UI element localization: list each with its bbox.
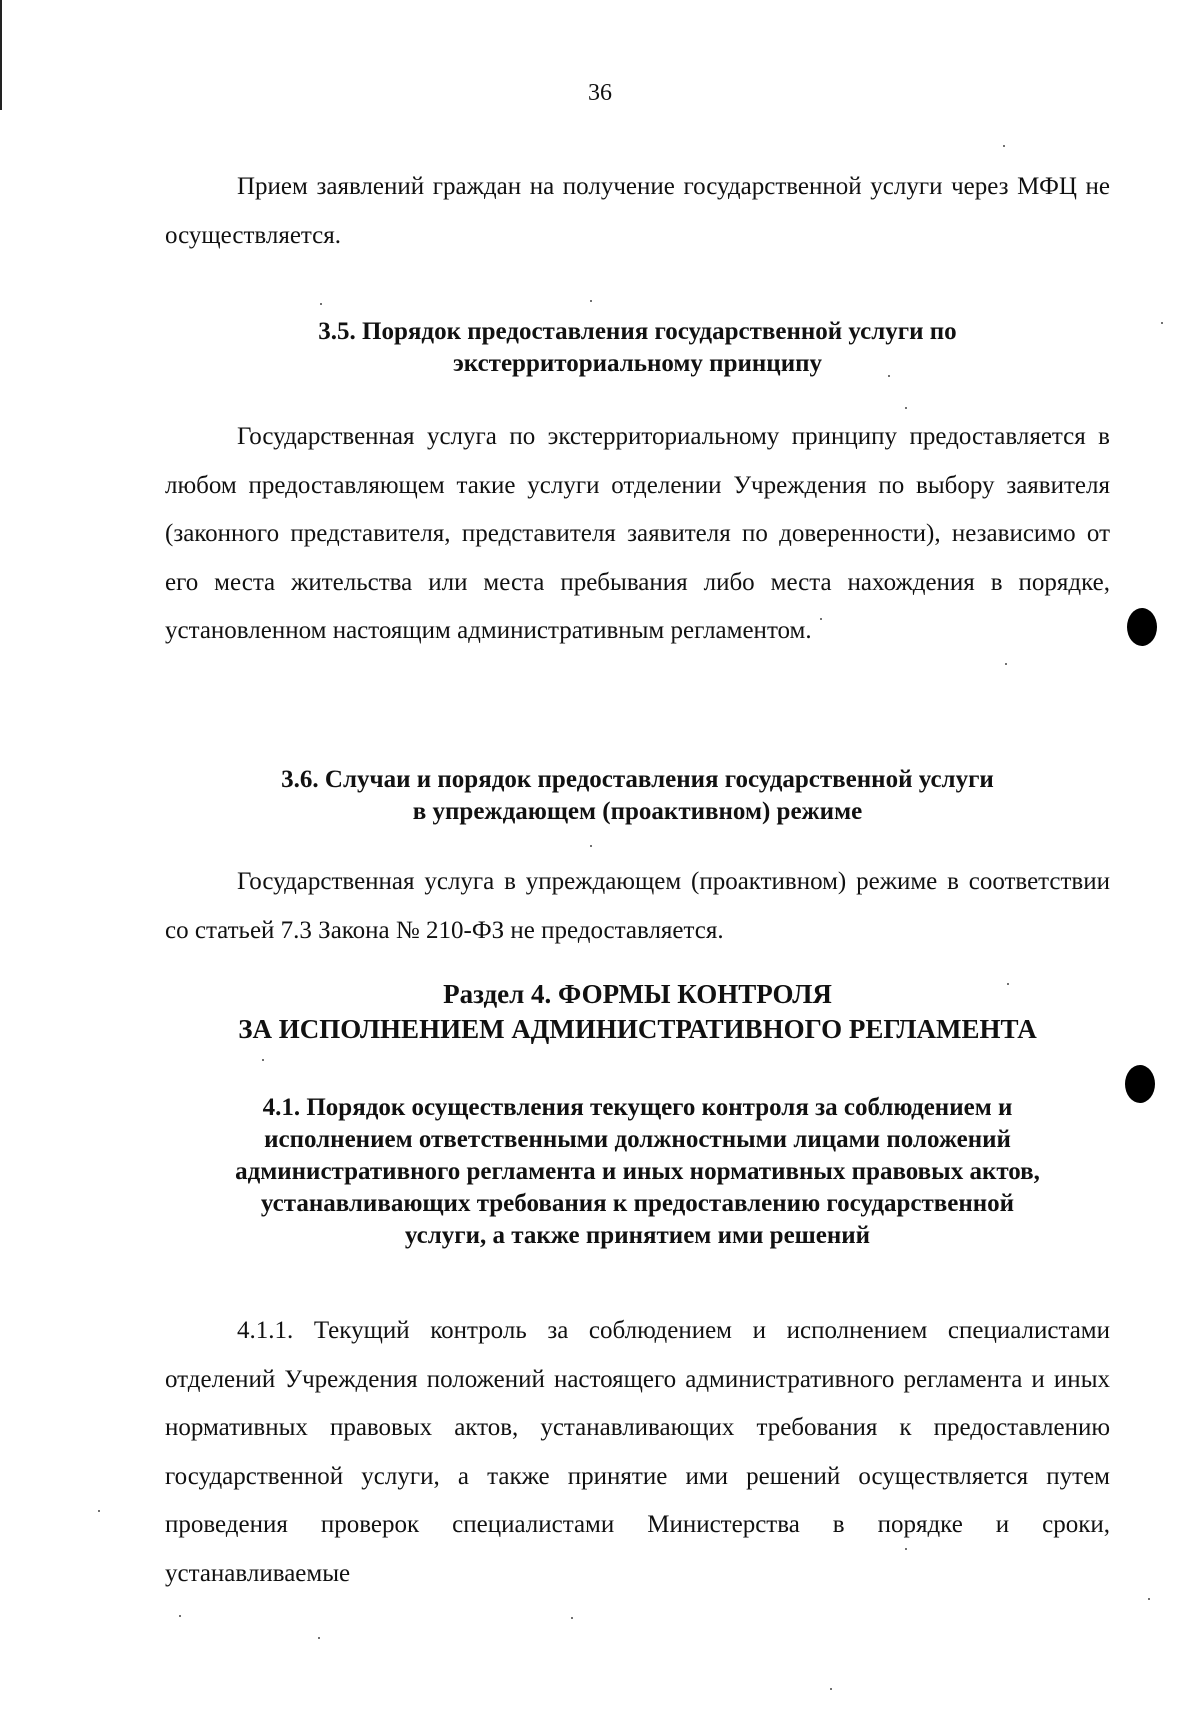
hole-punch-mark-1 xyxy=(1127,608,1157,646)
scan-speck xyxy=(905,407,907,409)
scan-speck xyxy=(830,1688,832,1690)
scan-speck xyxy=(1148,1598,1150,1600)
heading-3-6 xyxy=(165,764,1110,828)
scan-speck xyxy=(1007,983,1009,985)
heading-4-1-line-4: устанавливающих требования к предоставлению государственной xyxy=(260,1190,1015,1217)
heading-3-6-line-1: 3.6. Случаи и порядок предоставления государственной услуги xyxy=(281,766,994,793)
heading-4-1-line-3: административного регламента и иных нормативных правовых актов, xyxy=(235,1158,1040,1185)
paragraph-3-6: Государственная услуга в упреждающем (проактивном) режиме в соответствии со статьей 7.3 Закона № 210-ФЗ не предоставляется. xyxy=(165,868,1110,944)
scan-speck xyxy=(888,375,890,377)
heading-3-6-line-2: в упреждающем (проактивном) режиме xyxy=(412,798,863,825)
scan-speck xyxy=(318,1637,320,1639)
heading-3-5 xyxy=(165,316,1110,380)
section-4-heading-line-2: ЗА ИСПОЛНЕНИЕМ АДМИНИСТРАТИВНОГО РЕГЛАМЕНТА xyxy=(238,1014,1037,1044)
heading-4-1-line-2: исполнением ответственными должностными лицами положений xyxy=(264,1126,1011,1153)
scan-speck xyxy=(179,1615,181,1617)
intro-paragraph: Прием заявлений граждан на получение государственной услуги через МФЦ не осуществляется. xyxy=(165,173,1110,249)
paragraph-3-6-block xyxy=(165,858,1110,955)
paragraph-3-5: Государственная услуга по экстерриториальному принципу предоставляется в любом предоставляющем такие услуги отделении Учреждения по выбору заявителя (законного представителя, представителя заявителя по доверенности), независимо от его места жительства или места пребывания либо места нахождения в порядке, установленном настоящим административным регламентом. xyxy=(165,423,1110,644)
scan-speck xyxy=(590,845,592,847)
paragraph-4-1-1-block xyxy=(165,1307,1110,1598)
page-number: 36 xyxy=(588,80,612,106)
scan-speck xyxy=(590,300,592,302)
scan-speck xyxy=(98,1510,100,1512)
heading-3-5-line-1: 3.5. Порядок предоставления государственной услуги по xyxy=(318,318,957,345)
scan-speck xyxy=(1003,145,1005,147)
scan-speck xyxy=(1161,322,1163,324)
intro-paragraph-block xyxy=(165,163,1110,260)
scan-speck xyxy=(571,1617,573,1619)
scan-speck xyxy=(820,618,822,620)
paragraph-3-5-block xyxy=(165,413,1110,656)
heading-3-5-line-2: экстерриториальному принципу xyxy=(452,350,823,377)
scan-speck xyxy=(262,1059,264,1061)
heading-4-1-line-5: услуги, а также принятием ими решений xyxy=(404,1222,871,1249)
paragraph-4-1-1: 4.1.1. Текущий контроль за соблюдением и исполнением специалистами отделений Учреждения положений настоящего административного регламента и иных нормативных правовых актов, устанавливающих требования к предоставлению государственной услуги, а также принятие ими решений осуществляется путем проведения проверок специалистами Министерства в порядке и сроки, устанавливаемые xyxy=(165,1317,1110,1587)
section-4-heading-line-1: Раздел 4. ФОРМЫ КОНТРОЛЯ xyxy=(443,979,832,1009)
scan-speck xyxy=(905,1548,907,1550)
heading-4-1-line-1: 4.1. Порядок осуществления текущего контроля за соблюдением и xyxy=(262,1094,1013,1121)
hole-punch-mark-2 xyxy=(1125,1065,1155,1103)
heading-4-1 xyxy=(165,1092,1110,1252)
scan-speck xyxy=(320,303,322,305)
scan-speck xyxy=(1005,663,1007,665)
section-4-heading xyxy=(165,977,1110,1047)
